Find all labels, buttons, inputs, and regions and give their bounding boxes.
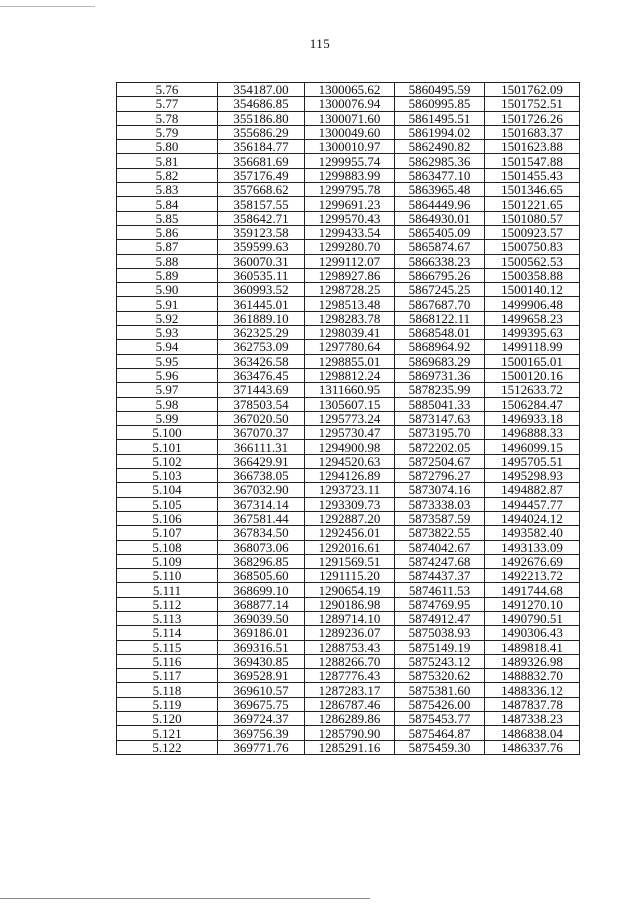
- coord-3-cell: 5873074.16: [395, 483, 485, 497]
- coord-1-cell: 369039.50: [218, 611, 305, 625]
- coord-4-cell: 1488832.70: [485, 669, 580, 683]
- point-id-cell: 5.79: [117, 125, 218, 139]
- coord-3-cell: 5874042.67: [395, 540, 485, 554]
- coord-3-cell: 5868548.01: [395, 326, 485, 340]
- point-id-cell: 5.86: [117, 225, 218, 239]
- coord-2-cell: 1290654.19: [305, 583, 395, 597]
- coord-4-cell: 1501683.37: [485, 125, 580, 139]
- coord-4-cell: 1500140.12: [485, 283, 580, 297]
- coord-3-cell: 5868122.11: [395, 311, 485, 325]
- table-row: [117, 340, 580, 354]
- coord-3-cell: 5861994.02: [395, 125, 485, 139]
- coord-4-cell: 1494457.77: [485, 497, 580, 511]
- coord-4-cell: 1499395.63: [485, 326, 580, 340]
- point-id-cell: 5.78: [117, 111, 218, 125]
- coord-1-cell: 371443.69: [218, 383, 305, 397]
- coord-2-cell: 1300071.60: [305, 111, 395, 125]
- coord-4-cell: 1512633.72: [485, 383, 580, 397]
- coord-3-cell: 5869731.36: [395, 368, 485, 382]
- point-id-cell: 5.104: [117, 483, 218, 497]
- coord-3-cell: 5873195.70: [395, 426, 485, 440]
- coord-2-cell: 1298855.01: [305, 354, 395, 368]
- table-row: [117, 368, 580, 382]
- table-row: [117, 397, 580, 411]
- point-id-cell: 5.114: [117, 626, 218, 640]
- coord-2-cell: 1298039.41: [305, 326, 395, 340]
- point-id-cell: 5.105: [117, 497, 218, 511]
- table-row: [117, 569, 580, 583]
- coord-2-cell: 1289714.10: [305, 611, 395, 625]
- table-row: [117, 97, 580, 111]
- point-id-cell: 5.120: [117, 712, 218, 726]
- point-id-cell: 5.80: [117, 140, 218, 154]
- coord-1-cell: 368877.14: [218, 597, 305, 611]
- table-row: [117, 268, 580, 282]
- coord-1-cell: 366429.91: [218, 454, 305, 468]
- coord-1-cell: 369756.39: [218, 726, 305, 740]
- coord-4-cell: 1486838.04: [485, 726, 580, 740]
- coord-4-cell: 1493133.09: [485, 540, 580, 554]
- point-id-cell: 5.122: [117, 740, 218, 754]
- coord-3-cell: 5866338.23: [395, 254, 485, 268]
- point-id-cell: 5.112: [117, 597, 218, 611]
- coord-2-cell: 1285790.90: [305, 726, 395, 740]
- coord-4-cell: 1490790.51: [485, 611, 580, 625]
- coord-3-cell: 5885041.33: [395, 397, 485, 411]
- coord-2-cell: 1289236.07: [305, 626, 395, 640]
- coord-1-cell: 359599.63: [218, 240, 305, 254]
- coord-1-cell: 369186.01: [218, 626, 305, 640]
- table-row: [117, 740, 580, 754]
- coord-3-cell: 5875320.62: [395, 669, 485, 683]
- point-id-cell: 5.119: [117, 697, 218, 711]
- table-row: [117, 426, 580, 440]
- table-row: [117, 640, 580, 654]
- coord-1-cell: 361445.01: [218, 297, 305, 311]
- coord-2-cell: 1300076.94: [305, 97, 395, 111]
- table-row: [117, 611, 580, 625]
- point-id-cell: 5.115: [117, 640, 218, 654]
- table-row: [117, 654, 580, 668]
- coord-2-cell: 1300010.97: [305, 140, 395, 154]
- coord-4-cell: 1501080.57: [485, 211, 580, 225]
- coord-4-cell: 1494882.87: [485, 483, 580, 497]
- coord-1-cell: 354686.85: [218, 97, 305, 111]
- coord-4-cell: 1496888.33: [485, 426, 580, 440]
- coord-2-cell: 1299112.07: [305, 254, 395, 268]
- coord-2-cell: 1293309.73: [305, 497, 395, 511]
- coord-1-cell: 378503.54: [218, 397, 305, 411]
- point-id-cell: 5.111: [117, 583, 218, 597]
- point-id-cell: 5.83: [117, 183, 218, 197]
- coord-1-cell: 369316.51: [218, 640, 305, 654]
- table-row: [117, 283, 580, 297]
- table-row: [117, 697, 580, 711]
- table-row: [117, 497, 580, 511]
- coord-3-cell: 5875459.30: [395, 740, 485, 754]
- coord-4-cell: 1499658.23: [485, 311, 580, 325]
- point-id-cell: 5.103: [117, 469, 218, 483]
- table-row: [117, 254, 580, 268]
- point-id-cell: 5.89: [117, 268, 218, 282]
- point-id-cell: 5.90: [117, 283, 218, 297]
- coord-3-cell: 5875426.00: [395, 697, 485, 711]
- point-id-cell: 5.93: [117, 326, 218, 340]
- point-id-cell: 5.117: [117, 669, 218, 683]
- coord-1-cell: 369675.75: [218, 697, 305, 711]
- table-row: [117, 597, 580, 611]
- table-row: [117, 125, 580, 139]
- coord-1-cell: 357668.62: [218, 183, 305, 197]
- point-id-cell: 5.84: [117, 197, 218, 211]
- coord-2-cell: 1292887.20: [305, 511, 395, 525]
- table-row: [117, 440, 580, 454]
- point-id-cell: 5.107: [117, 526, 218, 540]
- point-id-cell: 5.91: [117, 297, 218, 311]
- coord-4-cell: 1501623.88: [485, 140, 580, 154]
- coord-1-cell: 369430.85: [218, 654, 305, 668]
- coord-1-cell: 363476.45: [218, 368, 305, 382]
- coord-1-cell: 366111.31: [218, 440, 305, 454]
- coord-1-cell: 360993.52: [218, 283, 305, 297]
- coord-2-cell: 1288753.43: [305, 640, 395, 654]
- table-row: [117, 297, 580, 311]
- coord-4-cell: 1501221.65: [485, 197, 580, 211]
- point-id-cell: 5.77: [117, 97, 218, 111]
- coord-3-cell: 5867245.25: [395, 283, 485, 297]
- table-row: [117, 197, 580, 211]
- point-id-cell: 5.85: [117, 211, 218, 225]
- point-id-cell: 5.102: [117, 454, 218, 468]
- coord-2-cell: 1299570.43: [305, 211, 395, 225]
- coord-1-cell: 356184.77: [218, 140, 305, 154]
- coord-4-cell: 1488336.12: [485, 683, 580, 697]
- coord-2-cell: 1294126.89: [305, 469, 395, 483]
- coord-3-cell: 5874437.37: [395, 569, 485, 583]
- table-row: [117, 583, 580, 597]
- table-row: [117, 225, 580, 239]
- coord-2-cell: 1295730.47: [305, 426, 395, 440]
- coord-4-cell: 1487338.23: [485, 712, 580, 726]
- coord-3-cell: 5874247.68: [395, 554, 485, 568]
- point-id-cell: 5.81: [117, 154, 218, 168]
- coord-1-cell: 367070.37: [218, 426, 305, 440]
- coord-2-cell: 1294520.63: [305, 454, 395, 468]
- coord-2-cell: 1292456.01: [305, 526, 395, 540]
- table-row: [117, 726, 580, 740]
- coord-3-cell: 5864930.01: [395, 211, 485, 225]
- coord-3-cell: 5874769.95: [395, 597, 485, 611]
- point-id-cell: 5.96: [117, 368, 218, 382]
- table-row: [117, 526, 580, 540]
- coord-4-cell: 1500562.53: [485, 254, 580, 268]
- coord-1-cell: 361889.10: [218, 311, 305, 325]
- coord-2-cell: 1298812.24: [305, 368, 395, 382]
- coord-2-cell: 1285291.16: [305, 740, 395, 754]
- coord-4-cell: 1489818.41: [485, 640, 580, 654]
- table-row: [117, 511, 580, 525]
- table-row: [117, 411, 580, 425]
- coordinates-table: [116, 82, 580, 755]
- table-row: [117, 469, 580, 483]
- point-id-cell: 5.92: [117, 311, 218, 325]
- coord-3-cell: 5874912.47: [395, 611, 485, 625]
- coord-2-cell: 1300065.62: [305, 83, 395, 97]
- coord-2-cell: 1311660.95: [305, 383, 395, 397]
- table-row: [117, 383, 580, 397]
- coord-3-cell: 5872504.67: [395, 454, 485, 468]
- coord-4-cell: 1500358.88: [485, 268, 580, 282]
- coord-2-cell: 1291569.51: [305, 554, 395, 568]
- coord-3-cell: 5875243.12: [395, 654, 485, 668]
- coord-1-cell: 355686.29: [218, 125, 305, 139]
- coord-2-cell: 1299280.70: [305, 240, 395, 254]
- table-row: [117, 454, 580, 468]
- coord-1-cell: 355186.80: [218, 111, 305, 125]
- coord-2-cell: 1299795.78: [305, 183, 395, 197]
- coord-4-cell: 1487837.78: [485, 697, 580, 711]
- table-row: [117, 712, 580, 726]
- coord-1-cell: 369771.76: [218, 740, 305, 754]
- table-row: [117, 154, 580, 168]
- coord-3-cell: 5863965.48: [395, 183, 485, 197]
- coord-4-cell: 1501346.65: [485, 183, 580, 197]
- coord-3-cell: 5873822.55: [395, 526, 485, 540]
- coord-1-cell: 366738.05: [218, 469, 305, 483]
- coord-3-cell: 5865874.67: [395, 240, 485, 254]
- coord-2-cell: 1286289.86: [305, 712, 395, 726]
- coord-4-cell: 1492676.69: [485, 554, 580, 568]
- coord-3-cell: 5878235.99: [395, 383, 485, 397]
- coord-4-cell: 1492213.72: [485, 569, 580, 583]
- coord-3-cell: 5872796.27: [395, 469, 485, 483]
- coord-4-cell: 1501455.43: [485, 168, 580, 182]
- coord-3-cell: 5860995.85: [395, 97, 485, 111]
- coord-1-cell: 369724.37: [218, 712, 305, 726]
- coord-2-cell: 1298283.78: [305, 311, 395, 325]
- table-row: [117, 540, 580, 554]
- point-id-cell: 5.95: [117, 354, 218, 368]
- coord-4-cell: 1500750.83: [485, 240, 580, 254]
- coord-3-cell: 5872202.05: [395, 440, 485, 454]
- table-row: [117, 554, 580, 568]
- point-id-cell: 5.99: [117, 411, 218, 425]
- coord-2-cell: 1299691.23: [305, 197, 395, 211]
- coord-1-cell: 367581.44: [218, 511, 305, 525]
- point-id-cell: 5.121: [117, 726, 218, 740]
- coord-4-cell: 1486337.76: [485, 740, 580, 754]
- coord-4-cell: 1499118.99: [485, 340, 580, 354]
- coord-3-cell: 5873338.03: [395, 497, 485, 511]
- coord-3-cell: 5869683.29: [395, 354, 485, 368]
- point-id-cell: 5.101: [117, 440, 218, 454]
- coord-3-cell: 5868964.92: [395, 340, 485, 354]
- coord-2-cell: 1294900.98: [305, 440, 395, 454]
- coord-4-cell: 1506284.47: [485, 397, 580, 411]
- coord-1-cell: 367314.14: [218, 497, 305, 511]
- coord-4-cell: 1500923.57: [485, 225, 580, 239]
- table-row: [117, 211, 580, 225]
- coord-2-cell: 1298513.48: [305, 297, 395, 311]
- coord-1-cell: 367020.50: [218, 411, 305, 425]
- coord-2-cell: 1295773.24: [305, 411, 395, 425]
- coord-1-cell: 368699.10: [218, 583, 305, 597]
- coord-3-cell: 5875453.77: [395, 712, 485, 726]
- coord-3-cell: 5867687.70: [395, 297, 485, 311]
- coord-2-cell: 1299883.99: [305, 168, 395, 182]
- coord-1-cell: 354187.00: [218, 83, 305, 97]
- table-row: [117, 669, 580, 683]
- coord-1-cell: 362753.09: [218, 340, 305, 354]
- table-row: [117, 326, 580, 340]
- coord-4-cell: 1501547.88: [485, 154, 580, 168]
- coord-2-cell: 1297780.64: [305, 340, 395, 354]
- coord-4-cell: 1491744.68: [485, 583, 580, 597]
- table-row: [117, 168, 580, 182]
- coord-4-cell: 1496099.15: [485, 440, 580, 454]
- table-row: [117, 626, 580, 640]
- coord-4-cell: 1500120.16: [485, 368, 580, 382]
- coord-2-cell: 1291115.20: [305, 569, 395, 583]
- coord-1-cell: 360070.31: [218, 254, 305, 268]
- coord-1-cell: 358642.71: [218, 211, 305, 225]
- table-row: [117, 140, 580, 154]
- table-row: [117, 354, 580, 368]
- coord-4-cell: 1493582.40: [485, 526, 580, 540]
- bottom-scan-rule: [0, 898, 370, 899]
- coord-3-cell: 5875149.19: [395, 640, 485, 654]
- point-id-cell: 5.116: [117, 654, 218, 668]
- coord-2-cell: 1298927.86: [305, 268, 395, 282]
- coord-1-cell: 362325.29: [218, 326, 305, 340]
- coord-1-cell: 363426.58: [218, 354, 305, 368]
- table-row: [117, 240, 580, 254]
- coord-4-cell: 1500165.01: [485, 354, 580, 368]
- coord-4-cell: 1489326.98: [485, 654, 580, 668]
- table-row: [117, 183, 580, 197]
- coord-3-cell: 5875038.93: [395, 626, 485, 640]
- coord-1-cell: 367834.50: [218, 526, 305, 540]
- point-id-cell: 5.82: [117, 168, 218, 182]
- point-id-cell: 5.108: [117, 540, 218, 554]
- coord-4-cell: 1494024.12: [485, 511, 580, 525]
- coord-4-cell: 1495298.93: [485, 469, 580, 483]
- coord-3-cell: 5875381.60: [395, 683, 485, 697]
- coord-2-cell: 1305607.15: [305, 397, 395, 411]
- coord-1-cell: 359123.58: [218, 225, 305, 239]
- coord-1-cell: 368296.85: [218, 554, 305, 568]
- coord-4-cell: 1501752.51: [485, 97, 580, 111]
- coord-1-cell: 356681.69: [218, 154, 305, 168]
- table-row: [117, 683, 580, 697]
- coord-3-cell: 5862985.36: [395, 154, 485, 168]
- coord-3-cell: 5863477.10: [395, 168, 485, 182]
- point-id-cell: 5.88: [117, 254, 218, 268]
- point-id-cell: 5.87: [117, 240, 218, 254]
- coord-3-cell: 5860495.59: [395, 83, 485, 97]
- coord-2-cell: 1298728.25: [305, 283, 395, 297]
- coord-2-cell: 1290186.98: [305, 597, 395, 611]
- coord-3-cell: 5873147.63: [395, 411, 485, 425]
- coord-2-cell: 1293723.11: [305, 483, 395, 497]
- table-row: [117, 83, 580, 97]
- coord-3-cell: 5875464.87: [395, 726, 485, 740]
- coord-1-cell: 358157.55: [218, 197, 305, 211]
- page-number: 115: [309, 36, 331, 51]
- coord-4-cell: 1501762.09: [485, 83, 580, 97]
- coordinates-table-body: [117, 83, 580, 755]
- coord-2-cell: 1288266.70: [305, 654, 395, 668]
- coord-4-cell: 1499906.48: [485, 297, 580, 311]
- coord-4-cell: 1496933.18: [485, 411, 580, 425]
- coord-2-cell: 1287283.17: [305, 683, 395, 697]
- coord-4-cell: 1490306.43: [485, 626, 580, 640]
- table-row: [117, 311, 580, 325]
- coord-1-cell: 357176.49: [218, 168, 305, 182]
- coord-1-cell: 368505.60: [218, 569, 305, 583]
- coord-1-cell: 369528.91: [218, 669, 305, 683]
- point-id-cell: 5.76: [117, 83, 218, 97]
- coord-3-cell: 5866795.26: [395, 268, 485, 282]
- coord-2-cell: 1292016.61: [305, 540, 395, 554]
- point-id-cell: 5.118: [117, 683, 218, 697]
- coord-3-cell: 5861495.51: [395, 111, 485, 125]
- point-id-cell: 5.97: [117, 383, 218, 397]
- coord-1-cell: 360535.11: [218, 268, 305, 282]
- coord-2-cell: 1299955.74: [305, 154, 395, 168]
- table-row: [117, 483, 580, 497]
- coord-1-cell: 369610.57: [218, 683, 305, 697]
- coord-1-cell: 367032.90: [218, 483, 305, 497]
- coord-3-cell: 5862490.82: [395, 140, 485, 154]
- coord-4-cell: 1495705.51: [485, 454, 580, 468]
- point-id-cell: 5.110: [117, 569, 218, 583]
- coord-3-cell: 5874611.53: [395, 583, 485, 597]
- coord-4-cell: 1491270.10: [485, 597, 580, 611]
- point-id-cell: 5.100: [117, 426, 218, 440]
- coord-3-cell: 5864449.96: [395, 197, 485, 211]
- coord-2-cell: 1300049.60: [305, 125, 395, 139]
- point-id-cell: 5.113: [117, 611, 218, 625]
- table-row: [117, 111, 580, 125]
- coord-4-cell: 1501726.26: [485, 111, 580, 125]
- coord-2-cell: 1299433.54: [305, 225, 395, 239]
- coord-3-cell: 5873587.59: [395, 511, 485, 525]
- point-id-cell: 5.98: [117, 397, 218, 411]
- point-id-cell: 5.109: [117, 554, 218, 568]
- point-id-cell: 5.106: [117, 511, 218, 525]
- coord-2-cell: 1286787.46: [305, 697, 395, 711]
- point-id-cell: 5.94: [117, 340, 218, 354]
- coord-2-cell: 1287776.43: [305, 669, 395, 683]
- coord-3-cell: 5865405.09: [395, 225, 485, 239]
- top-scan-rule: [0, 6, 95, 7]
- coord-1-cell: 368073.06: [218, 540, 305, 554]
